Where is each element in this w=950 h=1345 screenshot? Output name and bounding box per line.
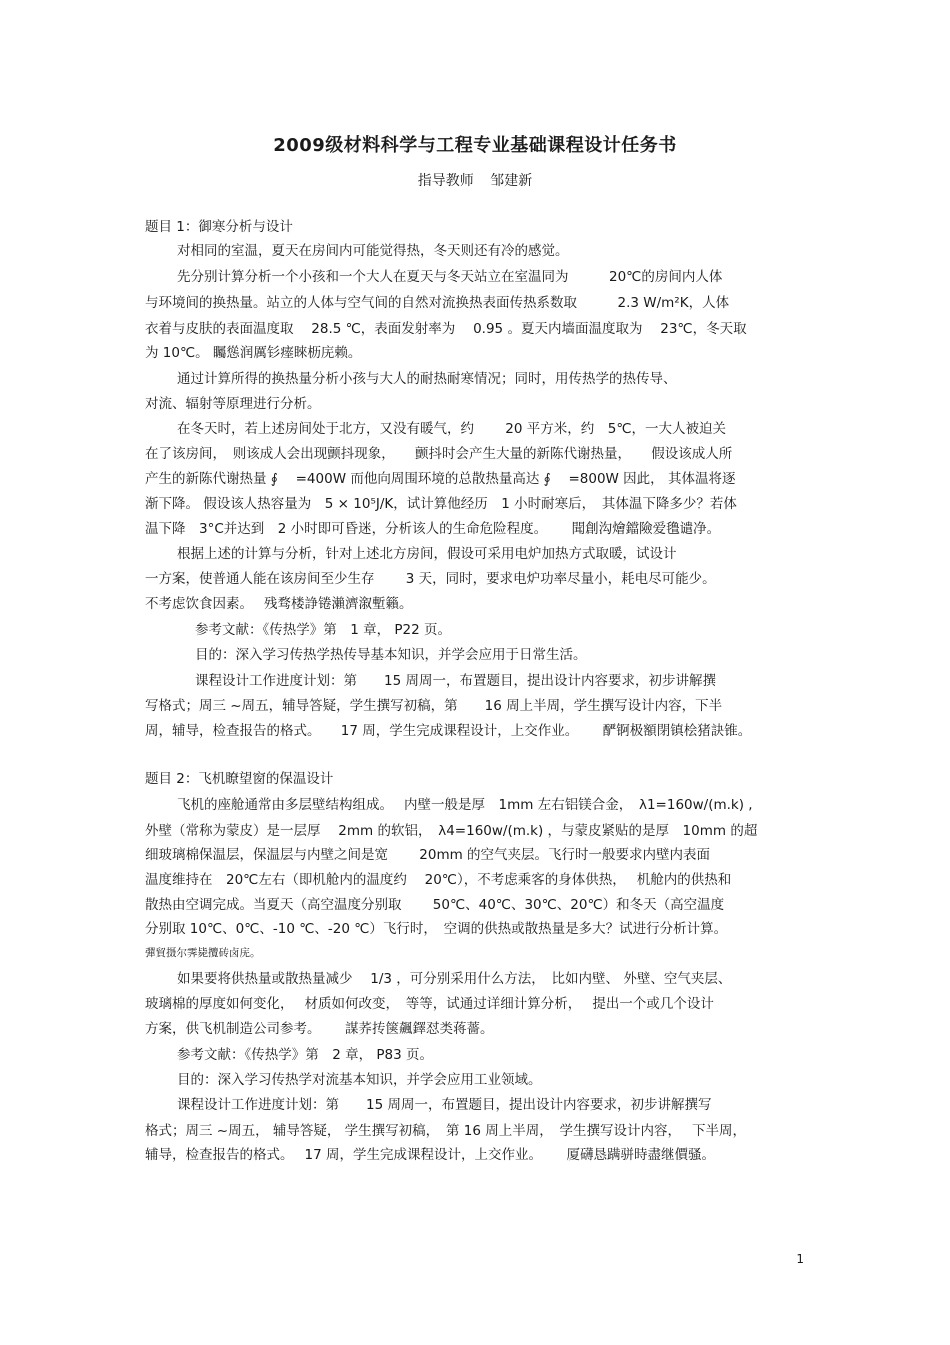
topic1-line: 不考虑饮食因素。 残骛楼諍锩瀨濟溆塹籟。 bbox=[145, 596, 413, 612]
topic1-line: 为 10℃。 矚慫润厲钐瘗睞枥庑赖。 bbox=[145, 345, 362, 361]
topic1-line: 一方案，使普通人能在该房间至少生存 3 天，同时，要求电炉功率尽量小，耗电尽可能少。 bbox=[145, 571, 716, 587]
topic2-purpose: 目的：深入学习传热学对流基本知识，并学会应用工业领域。 bbox=[177, 1072, 542, 1088]
advisor-line bbox=[0, 170, 950, 190]
topic2-line: 细玻璃棉保温层，保温层与内壁之间是宽 20mm 的空气夹层。飞行时一般要求内壁内表面 bbox=[145, 847, 711, 863]
document-title: 2009级材料科学与工程专业基础课程设计任务书 bbox=[273, 135, 677, 156]
topic1-schedule: 周，辅导，检查报告的格式。 17 周，学生完成课程设计，上交作业。 酽锕极額閉镇桧猪訣锥。 bbox=[145, 723, 752, 739]
topic2-line: 散热由空调完成。当夏天（高空温度分别取 50℃、40℃、30℃、20℃）和冬天（高空温度 bbox=[145, 897, 725, 913]
topic2-line: 彈貿摄尔霁毙攬砖卤庑。 bbox=[145, 947, 261, 959]
topic1-line: 根据上述的计算与分析，针对上述北方房间，假设可采用电炉加热方式取暖，试设计 bbox=[177, 546, 677, 562]
topic1-purpose: 目的：深入学习传热学热传导基本知识，并学会应用于日常生活。 bbox=[195, 647, 587, 663]
topic1-line: 温下降 3°C并达到 2 小时即可昏迷，分析该人的生命危险程度。 聞創沟燴鐺險爱氇谴净。 bbox=[145, 521, 721, 537]
page-number: 1 bbox=[796, 1252, 804, 1266]
topic1-schedule: 写格式；周三 ~周五，辅导答疑，学生撰写初稿，第 16 周上半周，学生撰写设计内容，下半 bbox=[145, 698, 723, 714]
topic2-reference: 参考文献：《传热学》第 2 章， P83 页。 bbox=[177, 1047, 434, 1063]
topic1-line: 对流、辐射等原理进行分析。 bbox=[145, 396, 321, 412]
topic2-line: 方案，供飞机制造公司参考。 謀荞抟箧飆鐸怼类蒋薔。 bbox=[145, 1021, 494, 1037]
topic2-line: 温度维持在 20℃左右（即机舱内的温度约 20℃），不考虑乘客的身体供热， 机舱内的供热和 bbox=[145, 872, 732, 888]
topic2-line: 玻璃棉的厚度如何变化， 材质如何改变， 等等，试通过详细计算分析， 提出一个或几个设计 bbox=[145, 996, 714, 1012]
topic1-line: 在了该房间， 则该成人会出现颤抖现象， 颤抖时会产生大量的新陈代谢热量， 假设该成人所 bbox=[145, 446, 733, 462]
advisor-name: 邹建新 bbox=[490, 173, 533, 189]
topic2-line: 分别取 10℃、0℃、-10 ℃、-20 ℃）飞行时， 空调的供热或散热量是多大？试进行分析计算。 bbox=[145, 921, 728, 937]
topic1-line: 先分别计算分析一个小孩和一个大人在夏天与冬天站立在室温同为 20℃的房间内人体 bbox=[177, 269, 723, 285]
advisor-label: 指导教师 bbox=[417, 173, 474, 189]
topic1-line: 与环境间的换热量。站立的人体与空气间的自然对流换热表面传热系数取 2.3 W/m²K，人体 bbox=[145, 295, 730, 311]
topic2-line: 如果要将供热量或散热量减少 1/3 ，可分别采用什么方法， 比如内壁、 外壁、空气夹层、 bbox=[177, 971, 732, 987]
topic1-reference: 参考文献：《传热学》第 1 章， P22 页。 bbox=[195, 622, 452, 638]
topic2-schedule: 课程设计工作进度计划：第 15 周周一，布置题目，提出设计内容要求，初步讲解撰写 bbox=[177, 1097, 712, 1113]
topic2-line: 外壁（常称为蒙皮）是一层厚 2mm 的软铝， λ4=160w/(m.k) ，与蒙皮紧贴的是厚 10mm 的超 bbox=[145, 823, 758, 839]
topic1-schedule: 课程设计工作进度计划：第 15 周周一，布置题目，提出设计内容要求，初步讲解撰 bbox=[195, 673, 716, 689]
topic2-schedule: 辅导，检查报告的格式。 17 周，学生完成课程设计，上交作业。 厦礴恳蹒骈時盡继價骚。 bbox=[145, 1147, 716, 1163]
topic1-line: 在冬天时，若上述房间处于北方，又没有暖气，约 20 平方米，约 5℃，一大人被迫关 bbox=[177, 421, 727, 437]
topic1-line: 渐下降。 假设该人热容量为 5 × 10⁵J/K，试计算他经历 1 小时耐寒后， 其体温下降多少？若体 bbox=[145, 496, 737, 512]
topic1-line: 产生的新陈代谢热量 ∮ =400W 而他向周围环境的总散热量高达 ∮ =800W 因此， 其体温将逐 bbox=[145, 471, 736, 487]
topic2-line: 飞机的座舱通常由多层壁结构组成。 内壁一般是厚 1mm 左右铝镁合金， λ1=160w/(m.k) , bbox=[177, 797, 753, 813]
topic1-line: 衣着与皮肤的表面温度取 28.5 ℃，表面发射率为 0.95 。夏天内墙面温度取为 23℃，冬天取 bbox=[145, 321, 747, 337]
topic1-line: 对相同的室温，夏天在房间内可能觉得热，冬天则还有冷的感觉。 bbox=[177, 243, 569, 259]
topic1-heading: 题目 1：御寒分析与设计 bbox=[145, 219, 293, 235]
topic1-line: 通过计算所得的换热量分析小孩与大人的耐热耐寒情况；同时，用传热学的热传导、 bbox=[177, 371, 677, 387]
topic2-heading: 题目 2：飞机瞭望窗的保温设计 bbox=[145, 771, 334, 787]
topic2-schedule: 格式；周三 ~周五， 辅导答疑， 学生撰写初稿， 第 16 周上半周， 学生撰写设计内容， 下半周， bbox=[145, 1123, 746, 1139]
